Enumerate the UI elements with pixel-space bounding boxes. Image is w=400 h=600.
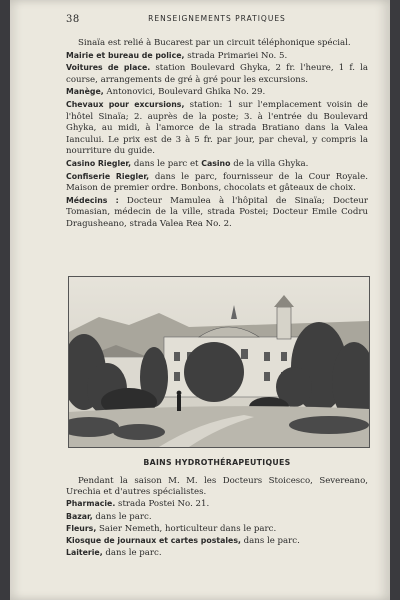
entry-kiosque — [66, 535, 368, 547]
entry-text: dans le parc. — [240, 536, 300, 547]
entry-label: Laiterie, — [66, 548, 103, 558]
entry-label: Voitures de place. — [66, 63, 151, 73]
entry-text: Docteur Mamulea à l'hôpital de Sinaïa; Docteur Tomasian, médecin de la ville, strada Postei; Docteur Emile Codru Dragusheano, strada Valea Rea No. 2. — [66, 195, 368, 229]
entry-label: Mairie et bureau de police, — [66, 50, 185, 60]
entry-text: station Boulevard Ghyka, 2 fr. l'heure, 1 f. la course, arrangements de gré à gré pour les excursions. — [66, 63, 368, 85]
entry-text: strada Primariei No. 5. — [184, 50, 288, 61]
paragraph-saison: Pendant la saison M. M. les Docteurs Stoicesco, Severeano, Urechia et d'autres spécialistes. — [66, 476, 368, 498]
entry-label: Bazar, — [66, 511, 93, 521]
entry-label: Casino Riegler, — [66, 158, 132, 168]
entry-text: dans le parc. — [92, 511, 152, 522]
entry-label: Pharmacie. — [66, 499, 116, 509]
photo-bains — [68, 276, 370, 448]
entry-text: station: 1 sur l'emplacement voisin de l'hôtel Sinaïa; 2. auprès de la poste; 3. à l'entrée du Boulevard Ghyka, au midi, à l'amorce de la strada Bratiano dans la Valea Iancului. Le prix est de 3 à 5 fr. par jour, par cheval, y compris la nourriture du guide. — [66, 99, 368, 157]
entry-bazar — [66, 511, 368, 523]
entry-label: Fleurs, — [66, 523, 97, 533]
entry-pharmacie — [66, 498, 368, 510]
page-header — [66, 14, 368, 23]
entry-text: dans le parc, fournisseur de la Cour Royale. Maison de premier ordre. Bonbons, chocolats et gâteaux de choix. — [66, 171, 368, 194]
entry-label: Chevaux pour excursions, — [66, 99, 185, 109]
entry-laiterie — [66, 547, 368, 559]
entry-fleurs — [66, 523, 368, 535]
entry-label: Kiosque de journaux et cartes postales, — [66, 536, 241, 546]
entry-text: dans le parc et — [131, 158, 202, 169]
entry-text: dans le parc. — [102, 548, 162, 559]
entry-chevaux — [66, 99, 368, 158]
entry-voitures — [66, 62, 368, 86]
running-title: RENSEIGNEMENTS PRATIQUES — [148, 14, 286, 23]
entry-medecins — [66, 195, 368, 231]
engraving-illustration — [69, 277, 369, 447]
entry-text: Antonovici, Boulevard Ghika No. 29. — [103, 87, 266, 98]
entry-text: strada Postei No. 21. — [115, 499, 210, 510]
entry-manege — [66, 86, 368, 99]
entry-label: Confiserie Riegler, — [66, 171, 150, 181]
page-number: 38 — [66, 14, 80, 25]
entry-confiserie — [66, 171, 368, 195]
photo-caption: BAINS HYDROTHÉRAPEUTIQUES — [143, 458, 291, 467]
text-block-top — [66, 38, 368, 231]
text-block-bottom — [66, 476, 368, 559]
entry-casino — [66, 158, 368, 171]
entry-text-2: de la villa Ghyka. — [230, 158, 309, 169]
entry-text: Saier Nemeth, horticulteur dans le parc. — [96, 523, 277, 534]
entry-label: Manège, — [66, 87, 104, 97]
entry-label-2: Casino — [201, 158, 231, 168]
book-page — [10, 0, 390, 600]
paragraph-telephone: Sinaïa est relié à Bucarest par un circuit téléphonique spécial. — [78, 38, 351, 48]
entry-mairie — [66, 50, 368, 63]
entry-label: Médecins : — [66, 195, 119, 205]
